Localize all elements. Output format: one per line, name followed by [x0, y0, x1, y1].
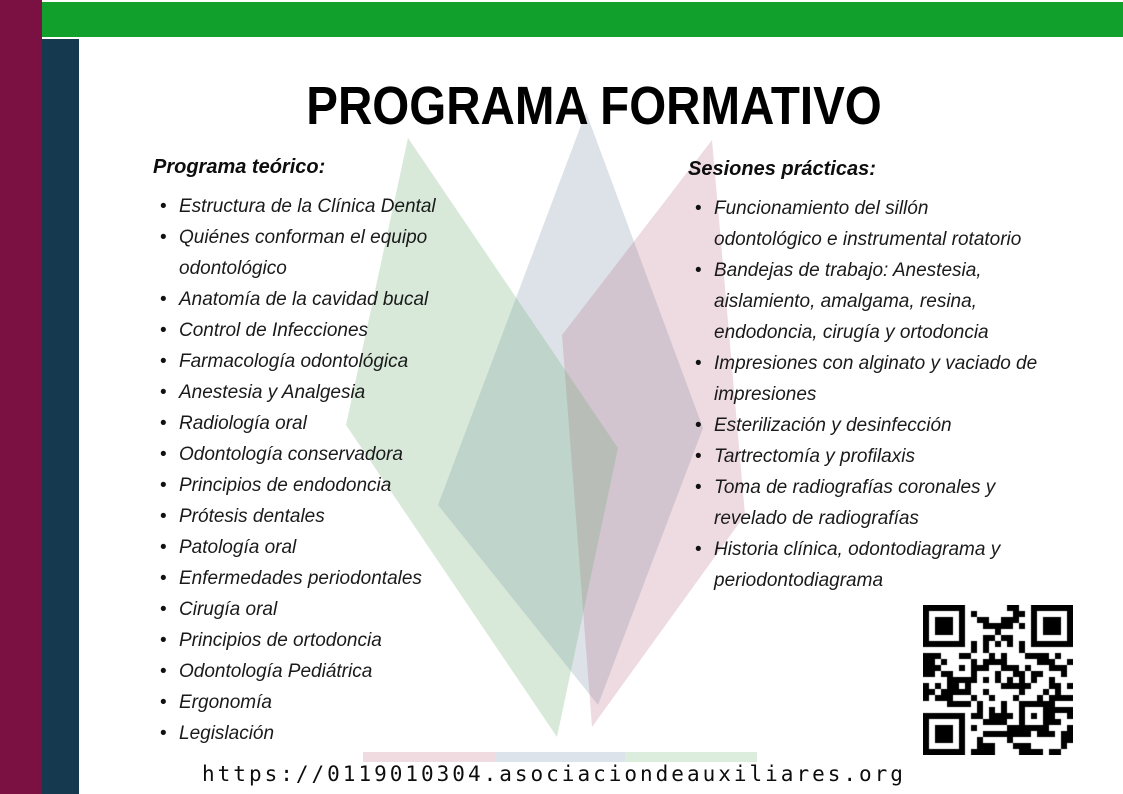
- practice-list: [688, 193, 1040, 596]
- divider-strip-pink: [363, 752, 495, 762]
- list-item: • Ergonomía: [153, 687, 453, 718]
- list-item: • Estructura de la Clínica Dental: [153, 191, 453, 222]
- list-item: • Toma de radiografías coronales y revelado de radiografías: [688, 472, 1040, 534]
- qr-code: [923, 605, 1073, 755]
- list-item: • Odontología conservadora: [153, 439, 453, 470]
- list-item: • Patología oral: [153, 532, 453, 563]
- top-green-bar: [40, 2, 1123, 37]
- list-item: • Prótesis dentales: [153, 501, 453, 532]
- list-item: • Funcionamiento del sillón odontológico e instrumental rotatorio: [688, 193, 1040, 255]
- list-item: • Principios de endodoncia: [153, 470, 453, 501]
- left-navy-bar: [42, 39, 79, 794]
- page-title: PROGRAMA FORMATIVO: [306, 76, 882, 136]
- list-item: • Principios de ortodoncia: [153, 625, 453, 656]
- list-item: • Odontología Pediátrica: [153, 656, 453, 687]
- theory-list: [153, 191, 453, 749]
- list-item: • Bandejas de trabajo: Anestesia, aislamiento, amalgama, resina, endodoncia, cirugía y ortodoncia: [688, 255, 1040, 348]
- list-item: • Radiología oral: [153, 408, 453, 439]
- list-item: • Farmacología odontológica: [153, 346, 453, 377]
- divider-strip-green: [625, 752, 757, 762]
- list-item: • Historia clínica, odontodiagrama y periodontodiagrama: [688, 534, 1040, 596]
- list-item: • Cirugía oral: [153, 594, 453, 625]
- practice-heading: Sesiones prácticas:: [688, 158, 876, 180]
- list-item: • Anestesia y Analgesia: [153, 377, 453, 408]
- theory-heading: Programa teórico:: [153, 156, 326, 178]
- list-item: • Enfermedades periodontales: [153, 563, 453, 594]
- divider-strip-blue: [495, 752, 625, 762]
- left-maroon-bar: [0, 0, 42, 794]
- list-item: • Anatomía de la cavidad bucal: [153, 284, 453, 315]
- list-item: • Tartrectomía y profilaxis: [688, 441, 1040, 472]
- list-item: • Quiénes conforman el equipo odontológico: [153, 222, 453, 284]
- list-item: • Esterilización y desinfección: [688, 410, 1040, 441]
- list-item: • Control de Infecciones: [153, 315, 453, 346]
- theory-column: [153, 156, 453, 749]
- list-item: • Legislación: [153, 718, 453, 749]
- practice-column: [688, 158, 1040, 596]
- url-link[interactable]: https://0119010304.asociaciondeauxiliares.org: [202, 762, 906, 786]
- list-item: • Impresiones con alginato y vaciado de impresiones: [688, 348, 1040, 410]
